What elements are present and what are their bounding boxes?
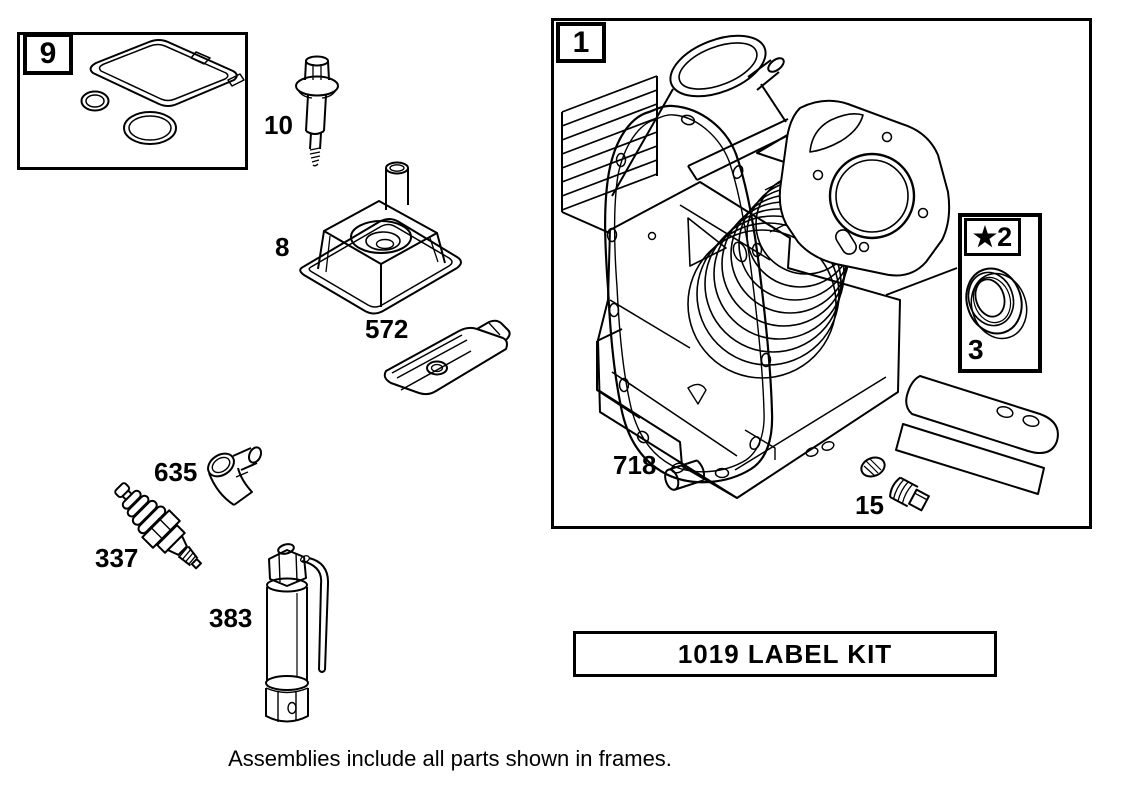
shoulder-bolt-drawing bbox=[296, 57, 338, 166]
assemblies-caption: Assemblies include all parts shown in frames. bbox=[228, 746, 672, 771]
frame-star2-label: ★2 bbox=[972, 221, 1013, 252]
label-kit-text: 1019 LABEL KIT bbox=[677, 638, 893, 669]
part-label-10: 10 bbox=[264, 110, 293, 140]
breather-cover-drawing bbox=[300, 163, 461, 314]
part-label-337: 337 bbox=[95, 543, 139, 573]
part-label-572: 572 bbox=[365, 314, 409, 344]
spark-plug-boot-drawing bbox=[204, 445, 264, 505]
frame-1-label-box bbox=[556, 22, 606, 63]
frame-star2-label-box bbox=[964, 218, 1021, 256]
frame-1-label: 1 bbox=[572, 25, 590, 59]
frame-9-label-box bbox=[23, 33, 73, 75]
part-label-635: 635 bbox=[154, 457, 198, 487]
frame-9-label: 9 bbox=[39, 37, 57, 70]
label-kit-box bbox=[573, 631, 997, 677]
spark-plug-wrench-drawing bbox=[266, 543, 328, 722]
part-label-718: 718 bbox=[613, 450, 657, 480]
part-label-383: 383 bbox=[209, 603, 253, 633]
part-label-8: 8 bbox=[275, 232, 290, 262]
part-label-3: 3 bbox=[968, 334, 984, 365]
part-label-15: 15 bbox=[855, 490, 884, 520]
